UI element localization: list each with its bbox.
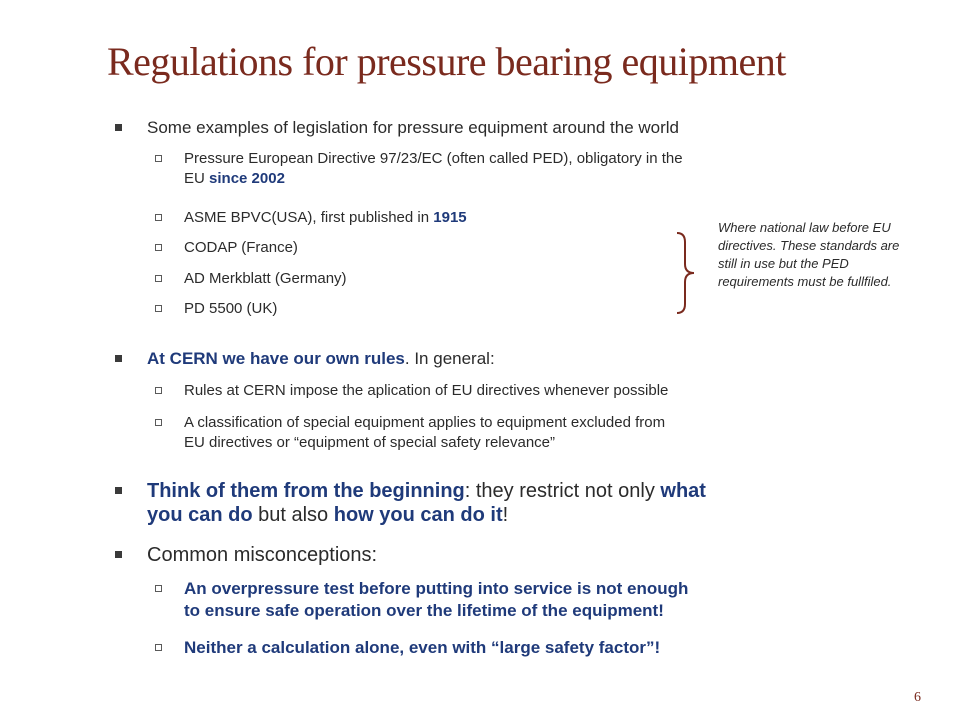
page-number: 6 [914, 690, 921, 705]
list-item [184, 149, 684, 189]
item-text: EU directives or “equipment of special safety relevance” [184, 434, 556, 451]
list-item [184, 413, 884, 453]
sub-bullet-icon [155, 644, 162, 651]
item-text: A classification of special equipment applies to equipment excluded from [184, 414, 666, 431]
section3-text [147, 479, 907, 527]
emphasis-text: Think of them from the beginning [147, 480, 465, 502]
emphasis-text: what [660, 480, 706, 502]
list-item: CODAP (France) [184, 239, 298, 256]
sub-bullet-icon [155, 244, 162, 251]
item-text: “large safety factor” [491, 638, 655, 657]
bullet-icon [115, 124, 122, 131]
sub-bullet-icon [155, 214, 162, 221]
item-text: EU [184, 170, 210, 187]
item-accent: since 2002 [209, 170, 285, 187]
item-text: Pressure European Directive 97/23/EC (often called PED), obligatory in the [184, 150, 683, 167]
curly-brace-icon [676, 232, 700, 314]
item-text: ! [654, 638, 661, 657]
section2-heading [147, 348, 495, 370]
slide-title: Regulations for pressure bearing equipment [107, 39, 786, 84]
item-text: An overpressure test before putting into service is not enough [184, 579, 689, 598]
item-text: Neither a calculation alone, even with [184, 638, 492, 657]
list-item: PD 5500 (UK) [184, 300, 278, 317]
bullet-icon [115, 551, 122, 558]
item-text: ASME BPVC(USA), first published in [184, 209, 434, 226]
section1-heading: Some examples of legislation for pressure equipment around the world [147, 118, 680, 137]
bullet-icon [115, 355, 122, 362]
list-item [184, 208, 467, 228]
emphasis-text: how you can do it [333, 504, 503, 526]
plain-text: : they restrict not only [464, 480, 661, 502]
plain-text: but also [252, 504, 334, 526]
sub-bullet-icon [155, 585, 162, 592]
side-note: Where national law before EU directives. These standards are still in use but the PED requirements must be fullfiled. [718, 220, 900, 289]
item-text: to ensure safe operation over the lifetime of the equipment! [184, 601, 664, 620]
plain-text: ! [502, 504, 509, 526]
heading-rest: . In general: [404, 349, 495, 368]
sub-bullet-icon [155, 155, 162, 162]
sub-bullet-icon [155, 419, 162, 426]
list-item [184, 578, 904, 622]
list-item: AD Merkblatt (Germany) [184, 270, 347, 287]
sub-bullet-icon [155, 275, 162, 282]
bullet-icon [115, 487, 122, 494]
sub-bullet-icon [155, 387, 162, 394]
emphasis-text: you can do [147, 504, 253, 526]
heading-accent: At CERN we have our own rules [147, 349, 405, 368]
list-item: Rules at CERN impose the aplication of EU directives whenever possible [184, 382, 669, 399]
list-item [184, 637, 660, 659]
item-accent: 1915 [433, 209, 467, 226]
section4-heading: Common misconceptions: [147, 544, 378, 566]
sub-bullet-icon [155, 305, 162, 312]
